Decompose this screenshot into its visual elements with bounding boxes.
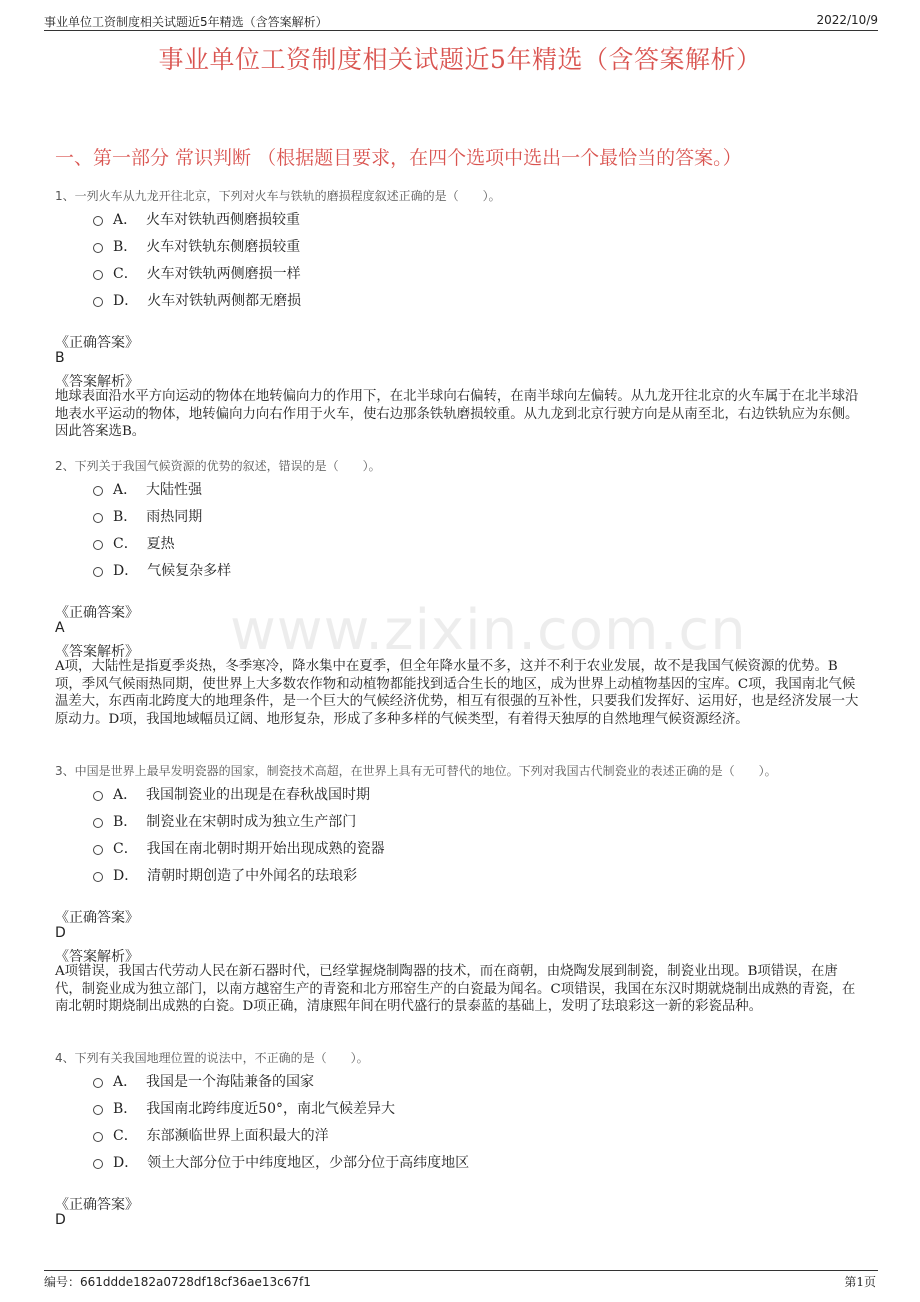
radio-icon[interactable] xyxy=(93,1159,103,1169)
option-c[interactable]: C． 我国在南北朝时期开始出现成熟的瓷器 xyxy=(93,838,385,858)
explanation-text: 地球表面沿水平方向运动的物体在地转偏向力的作用下，在北半球向右偏转，在南半球向左偏转。从九龙开往北京的火车属于在北半球沿地表水平运动的物体，地转偏向力向右作用于火车，使右边那条铁轨磨损较重。从九龙到北京行驶方向是从南至北，右边铁轨应为东侧。因此答案选B。 xyxy=(55,389,859,439)
radio-icon[interactable] xyxy=(93,540,103,550)
answer-value: B xyxy=(55,350,65,366)
option-a[interactable]: A． 我国是一个海陆兼备的国家 xyxy=(93,1071,314,1091)
page-header xyxy=(44,12,878,31)
option-a[interactable]: A． 我国制瓷业的出现是在春秋战国时期 xyxy=(93,784,370,804)
radio-icon[interactable] xyxy=(93,297,103,307)
section-heading: 一、第一部分 常识判断 （根据题目要求，在四个选项中选出一个最恰当的答案。） xyxy=(55,147,742,169)
option-a[interactable]: A． 火车对铁轨西侧磨损较重 xyxy=(93,209,300,229)
option-d[interactable]: D． 清朝时期创造了中外闻名的珐琅彩 xyxy=(93,865,357,885)
option-c[interactable]: C． 夏热 xyxy=(93,533,175,553)
answer-label: 《正确答案》 xyxy=(55,910,139,926)
option-b[interactable]: B． 火车对铁轨东侧磨损较重 xyxy=(93,236,300,256)
watermark: www.zixin.com.cn xyxy=(230,598,747,663)
option-c[interactable]: C． 东部濒临世界上面积最大的洋 xyxy=(93,1125,329,1145)
answer-value: D xyxy=(55,1212,66,1228)
radio-icon[interactable] xyxy=(93,216,103,226)
option-b[interactable]: B． 制瓷业在宋朝时成为独立生产部门 xyxy=(93,811,356,831)
radio-icon[interactable] xyxy=(93,1132,103,1142)
radio-icon[interactable] xyxy=(93,243,103,253)
radio-icon[interactable] xyxy=(93,1105,103,1115)
question-1 xyxy=(55,188,870,439)
header-doc-title: 事业单位工资制度相关试题近5年精选（含答案解析） xyxy=(44,15,328,29)
option-d[interactable]: D． 领土大部分位于中纬度地区，少部分位于高纬度地区 xyxy=(93,1152,469,1172)
answer-label: 《正确答案》 xyxy=(55,335,139,351)
document-title: 事业单位工资制度相关试题近5年精选（含答案解析） xyxy=(158,45,762,74)
radio-icon[interactable] xyxy=(93,1078,103,1088)
radio-icon[interactable] xyxy=(93,872,103,882)
option-c[interactable]: C． 火车对铁轨两侧磨损一样 xyxy=(93,263,301,283)
option-a[interactable]: A． 大陆性强 xyxy=(93,479,202,499)
option-d[interactable]: D． 火车对铁轨两侧都无磨损 xyxy=(93,290,301,310)
question-stem: 4、下列有关我国地理位置的说法中，不正确的是（ ）。 xyxy=(55,1051,369,1065)
radio-icon[interactable] xyxy=(93,270,103,280)
question-3 xyxy=(55,763,870,1014)
answer-label: 《正确答案》 xyxy=(55,605,139,621)
question-stem: 1、一列火车从九龙开往北京，下列对火车与铁轨的磨损程度叙述正确的是（ ）。 xyxy=(55,189,501,203)
radio-icon[interactable] xyxy=(93,845,103,855)
explanation-label: 《答案解析》 xyxy=(55,644,139,660)
radio-icon[interactable] xyxy=(93,486,103,496)
answer-value: D xyxy=(55,925,66,941)
option-b[interactable]: B． 雨热同期 xyxy=(93,506,202,526)
explanation-text: A项，大陆性是指夏季炎热，冬季寒冷，降水集中在夏季，但全年降水量不多，这并不利于农业发展，故不是我国气候资源的优势。B项，季风气候雨热同期，使世界上大多数农作物和动植物都能找到适合生长的地区，成为世界上动植物基因的宝库。C项，我国南北气候温差大，东西南北跨度大的地理条件，是一个巨大的气候经济优势，相互有很强的互补性，只要我们发挥好、运用好，也是经济发展一大原动力。D项，我国地域幅员辽阔、地形复杂，形成了多种多样的气候类型，有着得天独厚的自然地理气候资源经济。 xyxy=(55,659,859,727)
radio-icon[interactable] xyxy=(93,513,103,523)
radio-icon[interactable] xyxy=(93,818,103,828)
radio-icon[interactable] xyxy=(93,567,103,577)
footer-rule xyxy=(44,1270,878,1271)
option-d[interactable]: D． 气候复杂多样 xyxy=(93,560,231,580)
explanation-label: 《答案解析》 xyxy=(55,949,139,965)
answer-value: A xyxy=(55,620,65,636)
header-date: 2022/10/9 xyxy=(816,13,878,27)
question-stem: 3、中国是世界上最早发明瓷器的国家，制瓷技术高超，在世界上具有无可替代的地位。下列对我国古代制瓷业的表述正确的是（ ）。 xyxy=(55,764,777,778)
explanation-text: A项错误，我国古代劳动人民在新石器时代，已经掌握烧制陶器的技术，而在商朝，由烧陶发展到制瓷，制瓷业出现。B项错误，在唐代，制瓷业成为独立部门，以南方越窑生产的青瓷和北方邢窑生产的白瓷最为闻名。C项错误，我国在东汉时期就烧制出成熟的青瓷，在南北朝时期烧制出成熟的白瓷。D项正确，清康熙年间在明代盛行的景泰蓝的基础上，发明了珐琅彩这一新的彩瓷品种。 xyxy=(55,964,856,1014)
radio-icon[interactable] xyxy=(93,791,103,801)
question-stem: 2、下列关于我国气候资源的优势的叙述，错误的是（ ）。 xyxy=(55,459,381,473)
option-b[interactable]: B． 我国南北跨纬度近50°，南北气候差异大 xyxy=(93,1098,395,1118)
explanation-label: 《答案解析》 xyxy=(55,374,139,390)
footer-doc-id: 编号：661ddde182a0728df18cf36ae13c67f1 xyxy=(44,1275,311,1289)
question-4 xyxy=(55,1050,870,1228)
answer-label: 《正确答案》 xyxy=(55,1197,139,1213)
footer-page-number: 第1页 xyxy=(844,1275,876,1289)
